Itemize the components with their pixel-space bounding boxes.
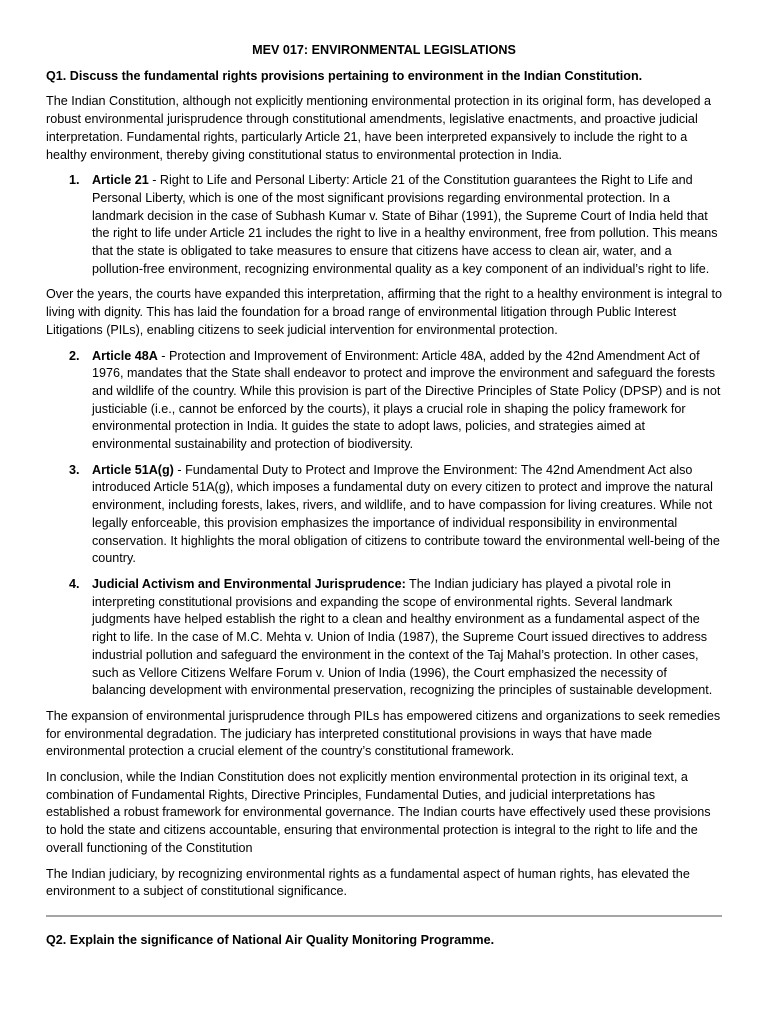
article-21-text: - Right to Life and Personal Liberty: Article 21 of the Constitution guarantees the Right to Life and Personal Liberty, which is one of the most significant provisions regarding environmental protection. In a landmark decision in the case of Subhash Kumar v. State of Bihar (1991), the Supreme Court of India held that the right to life under Article 21 includes the right to live in a healthy environment, free from pollution. This means that the state is obligated to take measures to ensure that citizens have access to clean air, water, and a pollution-free environment, recognizing environmental quality as a key component of an individual’s right to life. xyxy=(92,173,718,276)
list-number: 3. xyxy=(69,462,80,477)
article-51ag-term: Article 51A(g) xyxy=(92,462,174,477)
document-title: MEV 017: ENVIRONMENTAL LEGISLATIONS xyxy=(252,43,516,57)
list-number: 4. xyxy=(69,576,80,591)
q1-conclusion-paragraph: In conclusion, while the Indian Constitution does not explicitly mention environmental protection in its original text, a combination of Fundamental Rights, Directive Principles, Fundamental Duties, and judicial interpretations has established a robust framework for environmental governance. The Indian courts have effectively used these provisions to hold the state and citizens accountable, ensuring that environmental protection is integral to the right to life and the overall functioning of the Constitution xyxy=(46,770,711,855)
list-item-article-48a xyxy=(46,348,722,454)
article-48a-term: Article 48A xyxy=(92,348,158,363)
list-number: 2. xyxy=(69,348,80,363)
q1-intro-paragraph: The Indian Constitution, although not explicitly mentioning environmental protection in its original form, has developed a robust environmental jurisprudence through constitutional amendments, legislative enactments, and proactive judicial interpretation. Fundamental rights, particularly Article 21, have been interpreted expansively to include the right to a healthy environment, thereby giving constitutional status to environmental protection in India. xyxy=(46,94,712,162)
q1-points-list-b xyxy=(46,348,722,700)
article-51ag-text: - Fundamental Duty to Protect and Improve the Environment: The 42nd Amendment Act also introduced Article 51A(g), which imposes a fundamental duty on every citizen to protect and improve the natural environment, including forests, lakes, rivers, and wildlife, and to have compassion for living creatures. While not legally enforceable, this provision emphasizes the importance of individual responsibility in environmental conservation. It highlights the moral obligation of citizens to contribute toward the environmental well-being of the country. xyxy=(92,462,720,566)
judicial-activism-text: The Indian judiciary has played a pivotal role in interpreting constitutional provisions and expanding the scope of environmental rights. Several landmark judgments have helped establish the right to a clean and healthy environment as a fundamental aspect of the right to life. In the case of M.C. Mehta v. Union of India (1987), the Supreme Court issued directives to address industrial pollution and safeguard the environment in the context of the Taj Mahal’s protection. In other cases, such as Vellore Citizens Welfare Forum v. Union of India (1996), the Court emphasized the necessity of balancing development with environmental preservation, recognizing the principles of sustainable development. xyxy=(92,576,713,698)
q1-points-list-a xyxy=(46,172,722,278)
q1-expansion-paragraph: The expansion of environmental jurisprudence through PILs has empowered citizens and organizations to seek remedies for environmental degradation. The judiciary has interpreted constitutional provisions in ways that have made environmental protection a crucial element of the country’s constitutional framework. xyxy=(46,708,721,759)
list-item-article-51ag xyxy=(46,462,722,568)
judicial-activism-term: Judicial Activism and Environmental Jurisprudence: xyxy=(92,576,406,591)
list-item-judicial-activism xyxy=(46,576,722,700)
section-divider xyxy=(46,915,722,917)
q1-closing-paragraph: The Indian judiciary, by recognizing environmental rights as a fundamental aspect of human rights, has elevated the environment to a subject of constitutional significance. xyxy=(46,866,690,899)
question-1-heading: Q1. Discuss the fundamental rights provisions pertaining to environment in the Indian Constitution. xyxy=(46,68,643,83)
article-21-term: Article 21 xyxy=(92,173,149,188)
list-item-article-21 xyxy=(46,172,722,278)
q1-middle-paragraph: Over the years, the courts have expanded this interpretation, affirming that the right to a healthy environment is integral to living with dignity. This has laid the foundation for a broad range of environmental litigation through Public Interest Litigations (PILs), enabling citizens to seek judicial intervention for environmental protection. xyxy=(46,287,723,337)
document-page xyxy=(46,42,722,958)
article-48a-text: - Protection and Improvement of Environment: Article 48A, added by the 42nd Amendment Act of 1976, mandates that the State shall endeavor to protect and improve the environment and safeguard the forests and wildlife of the country. While this provision is part of the Directive Principles of State Policy (DPSP) and is not justiciable (i.e., cannot be enforced by the courts), it plays a crucial role in shaping the policy framework for environmental protection in India. It guides the state to adopt laws, policies, and strategies aimed at environmental sustainability and protection of biodiversity. xyxy=(92,348,721,452)
question-2-heading: Q2. Explain the significance of National Air Quality Monitoring Programme. xyxy=(46,932,495,947)
list-number: 1. xyxy=(69,173,80,188)
